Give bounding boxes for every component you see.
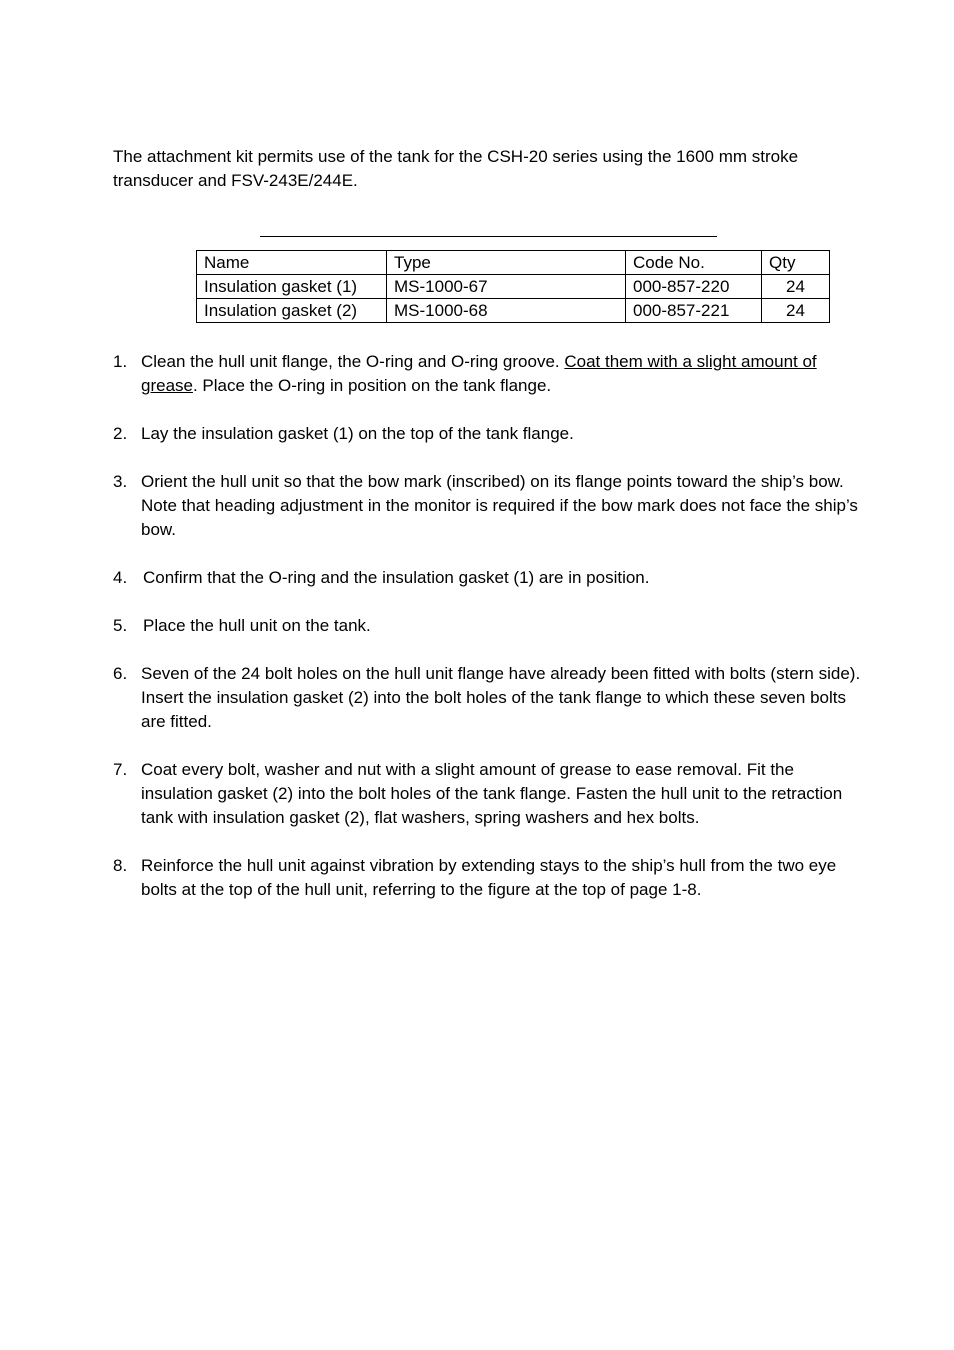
step-text: Place the hull unit on the tank. (143, 616, 371, 635)
step-5 (113, 614, 863, 638)
cell-code-no: 000-857-220 (626, 275, 762, 299)
attachment-kit-table (196, 250, 830, 323)
table-header-row (197, 251, 830, 275)
intro-paragraph: The attachment kit permits use of the tank for the CSH-20 series using the 1600 mm stroke transducer and FSV-243E/244E. (113, 147, 799, 190)
procedure-steps (113, 350, 863, 926)
step-text: Reinforce the hull unit against vibration by extending stays to the ship’s hull from the two eye bolts at the top of the hull unit, referring to the figure at the top of page 1-8. (141, 856, 837, 899)
header-code-no: Code No. (626, 251, 762, 275)
header-type: Type (387, 251, 626, 275)
step-4 (113, 566, 863, 590)
step-text-underlined: Coat them with a slight amount of grease (141, 352, 817, 395)
step-number: 5. (113, 616, 128, 635)
table-row (197, 299, 830, 323)
step-number: 1. (113, 352, 128, 371)
step-text: Lay the insulation gasket (1) on the top of the tank flange. (141, 424, 574, 443)
cell-name: Insulation gasket (2) (197, 299, 387, 323)
header-name: Name (197, 251, 387, 275)
step-8 (113, 854, 863, 902)
step-text: Orient the hull unit so that the bow mark (inscribed) on its flange points toward the ship’s bow. Note that heading adjustment in the monitor is required if the bow mark does not face the ship’s bow. (141, 472, 858, 539)
step-text: Coat every bolt, washer and nut with a slight amount of grease to ease removal. Fit the insulation gasket (2) into the bolt holes of the tank flange. Fasten the hull unit to the retraction tank with insulation gasket (2), flat washers, spring washers and hex bolts. (141, 760, 843, 827)
step-number: 6. (113, 664, 128, 683)
step-text: Seven of the 24 bolt holes on the hull unit flange have already been fitted with bolts (stern side). Insert the insulation gasket (2) into the bolt holes of the tank flange to which these seven bolts are fitted. (141, 664, 861, 731)
step-6 (113, 662, 863, 734)
cell-name: Insulation gasket (1) (197, 275, 387, 299)
header-qty: Qty (762, 251, 830, 275)
cell-qty: 24 (762, 275, 830, 299)
step-text: . Place the O-ring in position on the tank flange. (192, 376, 552, 395)
step-text: Confirm that the O-ring and the insulation gasket (1) are in position. (143, 568, 650, 587)
cell-qty: 24 (762, 299, 830, 323)
step-text: Clean the hull unit flange, the O-ring and O-ring groove. (141, 352, 565, 371)
table-title-rule (260, 236, 717, 237)
step-number: 4. (113, 568, 128, 587)
step-number: 3. (113, 472, 128, 491)
step-7 (113, 758, 863, 830)
step-3 (113, 470, 863, 542)
step-number: 2. (113, 424, 128, 443)
step-2 (113, 422, 863, 446)
step-1 (113, 350, 863, 398)
table-row (197, 275, 830, 299)
step-number: 7. (113, 760, 128, 779)
cell-type: MS-1000-68 (387, 299, 626, 323)
step-number: 8. (113, 856, 128, 875)
cell-type: MS-1000-67 (387, 275, 626, 299)
cell-code-no: 000-857-221 (626, 299, 762, 323)
